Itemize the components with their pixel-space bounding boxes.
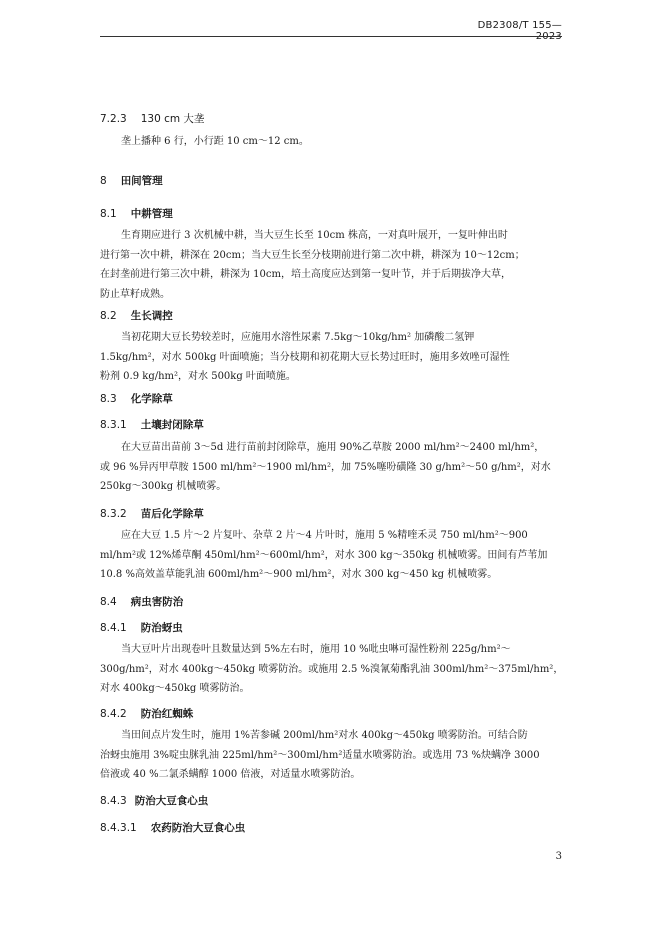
section-number: 8.3.2: [100, 508, 127, 520]
section-number: 8.4: [100, 596, 117, 608]
section-number: 8.4.3: [100, 795, 127, 807]
paragraph: [100, 328, 562, 387]
section-heading-8-4: [100, 594, 183, 609]
paragraph-line: 治蚜虫施用 3%啶虫脒乳油 225ml/hm²～300ml/hm²适量水喷雾防治。或选用 73 %炔螨净 3000: [100, 749, 540, 761]
section-heading-8-3: [100, 391, 173, 406]
section-title: 苗后化学除草: [140, 508, 204, 520]
document-id: DB2308/T 155—: [477, 20, 562, 31]
section-title: 农药防治大豆食心虫: [150, 822, 246, 834]
section-title: 生长调控: [130, 310, 173, 322]
paragraph: [100, 726, 562, 785]
paragraph: [100, 526, 562, 585]
paragraph-line: 防止草籽成熟。: [100, 288, 170, 300]
section-number: 8.4.2: [100, 708, 127, 720]
section-title: 田间管理: [120, 175, 163, 187]
section-number: 8: [100, 175, 107, 187]
paragraph-line: 倍液或 40 %二氯杀螨醇 1000 倍液，对适量水喷雾防治。: [100, 769, 361, 780]
section-heading-8-2: [100, 308, 173, 323]
paragraph-line: 当田间点片发生时，施用 1%苦参碱 200ml/hm²对水 400kg～450kg 喷雾防治。可结合防: [121, 730, 528, 741]
paragraph-line: 300g/hm²，对水 400kg～450kg 喷雾防治。或施用 2.5 %溴氰菊酯乳油 300ml/hm²～375ml/hm²，: [100, 663, 564, 675]
section-heading-8-4-3: [100, 793, 208, 808]
paragraph: [100, 438, 562, 497]
section-heading-8-3-1: [100, 417, 204, 432]
paragraph-line: 250kg～300kg 机械喷雾。: [100, 481, 227, 492]
section-heading-8-4-1: [100, 620, 183, 635]
paragraph-line: ml/hm²或 12%烯草酮 450ml/hm²～600ml/hm²，对水 300 kg～350kg 机械喷雾。田间有芦苇加: [100, 549, 548, 561]
section-heading-8: [100, 173, 163, 188]
section-heading-8-4-2: [100, 706, 193, 721]
paragraph-line: 垄上播种 6 行，小行距 10 cm～12 cm。: [121, 136, 309, 147]
section-title: 中耕管理: [130, 208, 173, 220]
paragraph-line: 1.5kg/hm²，对水 500kg 叶面喷施；当分枝期和初花期大豆长势过旺时，施用多效唑可湿性: [100, 351, 510, 363]
paragraph-line: 应在大豆 1.5 片～2 片复叶、杂草 2 片～4 片叶时，施用 5 %精喹禾灵 750 ml/hm²～900: [121, 530, 528, 541]
paragraph-line: 或 96 %异丙甲草胺 1500 ml/hm²～1900 ml/hm²，加 75%噻吩磺隆 30 g/hm²～50 g/hm²，对水: [100, 461, 551, 473]
section-heading-8-3-2: [100, 506, 204, 521]
section-title: 防治红蜘蛛: [140, 708, 194, 720]
paragraph-line: 在封垄前进行第三次中耕，耕深为 10cm，培土高度应达到第一复叶节，并于后期拔净大草，: [100, 269, 511, 280]
paragraph-line: 当大豆叶片出现卷叶且数量达到 5%左右时，施用 10 %吡虫啉可湿性粉剂 225g/hm²～: [121, 644, 511, 655]
section-title: 化学除草: [130, 393, 173, 405]
section-title: 防治大豆食心虫: [134, 795, 209, 807]
paragraph-line: 进行第一次中耕，耕深在 20cm；当大豆生长至分枝期前进行第二次中耕，耕深为 10～12cm；: [100, 249, 525, 261]
section-title: 130 cm 大垄: [140, 113, 205, 125]
section-number: 8.4.1: [100, 622, 127, 634]
section-title: 土壤封闭除草: [140, 419, 204, 431]
section-title: 病虫害防治: [130, 596, 184, 608]
section-number: 8.2: [100, 310, 117, 322]
page-number: 3: [555, 851, 562, 862]
paragraph: [100, 132, 562, 152]
paragraph-line: 对水 400kg～450kg 喷雾防治。: [100, 683, 250, 694]
header-rule: [100, 36, 562, 37]
section-number: 8.3.1: [100, 419, 127, 431]
section-heading-8-1: [100, 206, 173, 221]
section-heading-7-2-3: [100, 111, 204, 126]
paragraph-line: 在大豆苗出苗前 3～5d 进行苗前封闭除草，施用 90%乙草胺 2000 ml/hm²～2400 ml/hm²，: [121, 442, 545, 453]
paragraph-line: 生育期应进行 3 次机械中耕，当大豆生长至 10cm 株高，一对真叶展开，一复叶伸出时: [121, 230, 508, 241]
paragraph-line: 10.8 %高效盖草能乳油 600ml/hm²～900 ml/hm²，对水 300 kg～450 kg 机械喷雾。: [100, 569, 498, 580]
section-number: 8.3: [100, 393, 117, 405]
section-title: 防治蚜虫: [140, 622, 183, 634]
paragraph: [100, 640, 562, 699]
paragraph-line: 粉剂 0.9 kg/hm²，对水 500kg 叶面喷施。: [100, 371, 296, 382]
section-number: 8.1: [100, 208, 117, 220]
paragraph-line: 当初花期大豆长势较差时，应施用水溶性尿素 7.5kg～10kg/hm² 加磷酸二氢钾: [121, 332, 475, 343]
paragraph: [100, 226, 562, 304]
section-number: 8.4.3.1: [100, 822, 137, 834]
section-number: 7.2.3: [100, 113, 127, 125]
section-heading-8-4-3-1: [100, 820, 245, 835]
